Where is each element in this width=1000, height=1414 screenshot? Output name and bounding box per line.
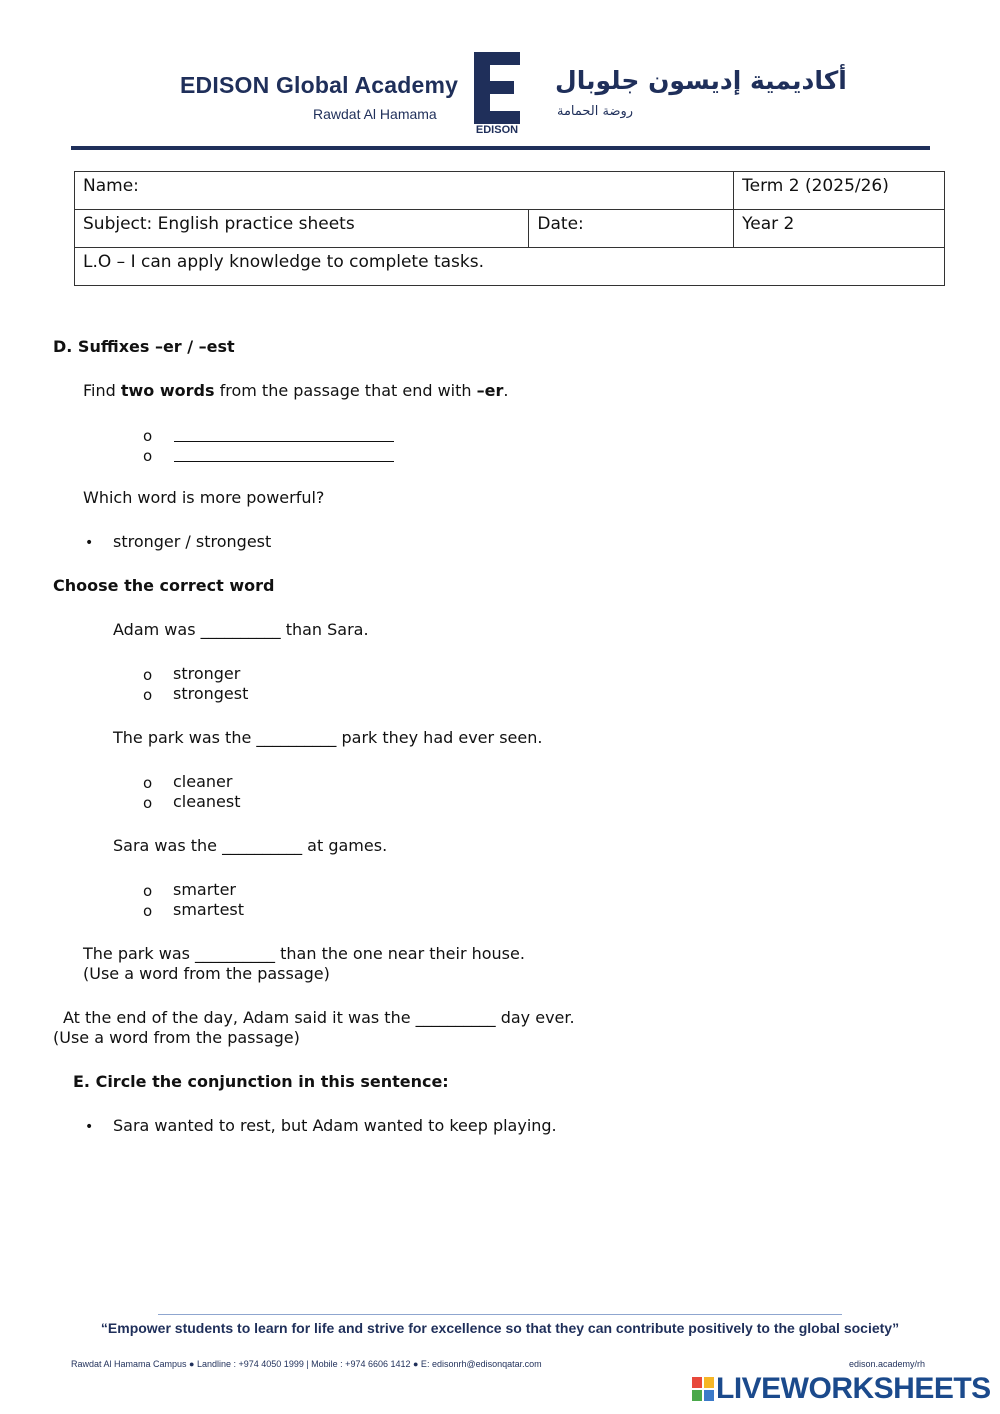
logo-wordmark: EDISON [475, 124, 519, 136]
find-words-instruction: Find two words from the passage that end with –er. [83, 381, 509, 400]
campus-name-en: Rawdat Al Hamama [313, 106, 437, 122]
circle-bullet-icon: o [143, 902, 153, 920]
term-cell: Term 2 (2025/26) [734, 172, 945, 210]
question-4-sentence[interactable]: The park was __________ than the one near their house. [83, 944, 525, 963]
section-d-heading: D. Suffixes –er / –est [53, 337, 235, 356]
question-5-hint: (Use a word from the passage) [53, 1028, 300, 1047]
question-2-sentence: The park was the __________ park they had ever seen. [113, 728, 543, 747]
option-cleanest[interactable]: cleanest [173, 792, 241, 811]
school-motto: “Empower students to learn for life and strive for excellence so that they can contribute positively to the global society” [100, 1320, 900, 1336]
conjunction-sentence[interactable]: Sara wanted to rest, but Adam wanted to keep playing. [113, 1116, 557, 1135]
footer-divider [158, 1314, 842, 1315]
option-stronger[interactable]: stronger [173, 664, 241, 683]
circle-bullet-icon: o [143, 686, 153, 704]
year-cell: Year 2 [734, 210, 945, 248]
date-cell[interactable]: Date: [529, 210, 734, 248]
student-info-table [74, 171, 945, 286]
powerful-question: Which word is more powerful? [83, 488, 325, 507]
section-e-heading: E. Circle the conjunction in this sentence: [73, 1072, 449, 1091]
question-1-sentence: Adam was __________ than Sara. [113, 620, 369, 639]
circle-bullet-icon: o [143, 794, 153, 812]
name-cell[interactable]: Name: [75, 172, 734, 210]
choose-heading: Choose the correct word [53, 576, 275, 595]
answer-blank-2[interactable] [174, 447, 394, 466]
option-strongest[interactable]: strongest [173, 684, 249, 703]
bullet-icon: • [85, 535, 94, 551]
school-name-ar: أكاديمية إديسون جلوبال [555, 66, 847, 95]
liveworksheets-watermark[interactable]: LIVEWORKSHEETS [716, 1372, 991, 1405]
powerful-options[interactable]: stronger / strongest [113, 532, 272, 551]
school-name-en: EDISON Global Academy [180, 72, 459, 98]
contact-info: Rawdat Al Hamama Campus ● Landline : +974 4050 1999 | Mobile : +974 6606 1412 ● E: edisonrh@edisonqatar.com [71, 1359, 542, 1369]
header-divider [71, 146, 930, 150]
circle-bullet-icon: o [143, 666, 153, 684]
circle-bullet-icon: o [143, 774, 153, 792]
learning-objective-cell: L.O – I can apply knowledge to complete tasks. [75, 248, 945, 286]
subject-cell: Subject: English practice sheets [75, 210, 529, 248]
circle-bullet-icon: o [143, 882, 153, 900]
liveworksheets-logo-icon [692, 1377, 714, 1401]
circle-bullet-icon: o [143, 447, 153, 465]
question-4-hint: (Use a word from the passage) [83, 964, 330, 983]
circle-bullet-icon: o [143, 427, 153, 445]
option-smarter[interactable]: smarter [173, 880, 236, 899]
question-5-sentence[interactable]: At the end of the day, Adam said it was the __________ day ever. [63, 1008, 575, 1027]
answer-blank-1[interactable] [174, 427, 394, 446]
campus-name-ar: روضة الحمامة [557, 104, 634, 119]
option-cleaner[interactable]: cleaner [173, 772, 233, 791]
question-3-sentence: Sara was the __________ at games. [113, 836, 388, 855]
website-link[interactable]: edison.academy/rh [849, 1359, 926, 1369]
option-smartest[interactable]: smartest [173, 900, 245, 919]
bullet-icon: • [85, 1119, 94, 1135]
edison-logo-icon [474, 52, 520, 124]
